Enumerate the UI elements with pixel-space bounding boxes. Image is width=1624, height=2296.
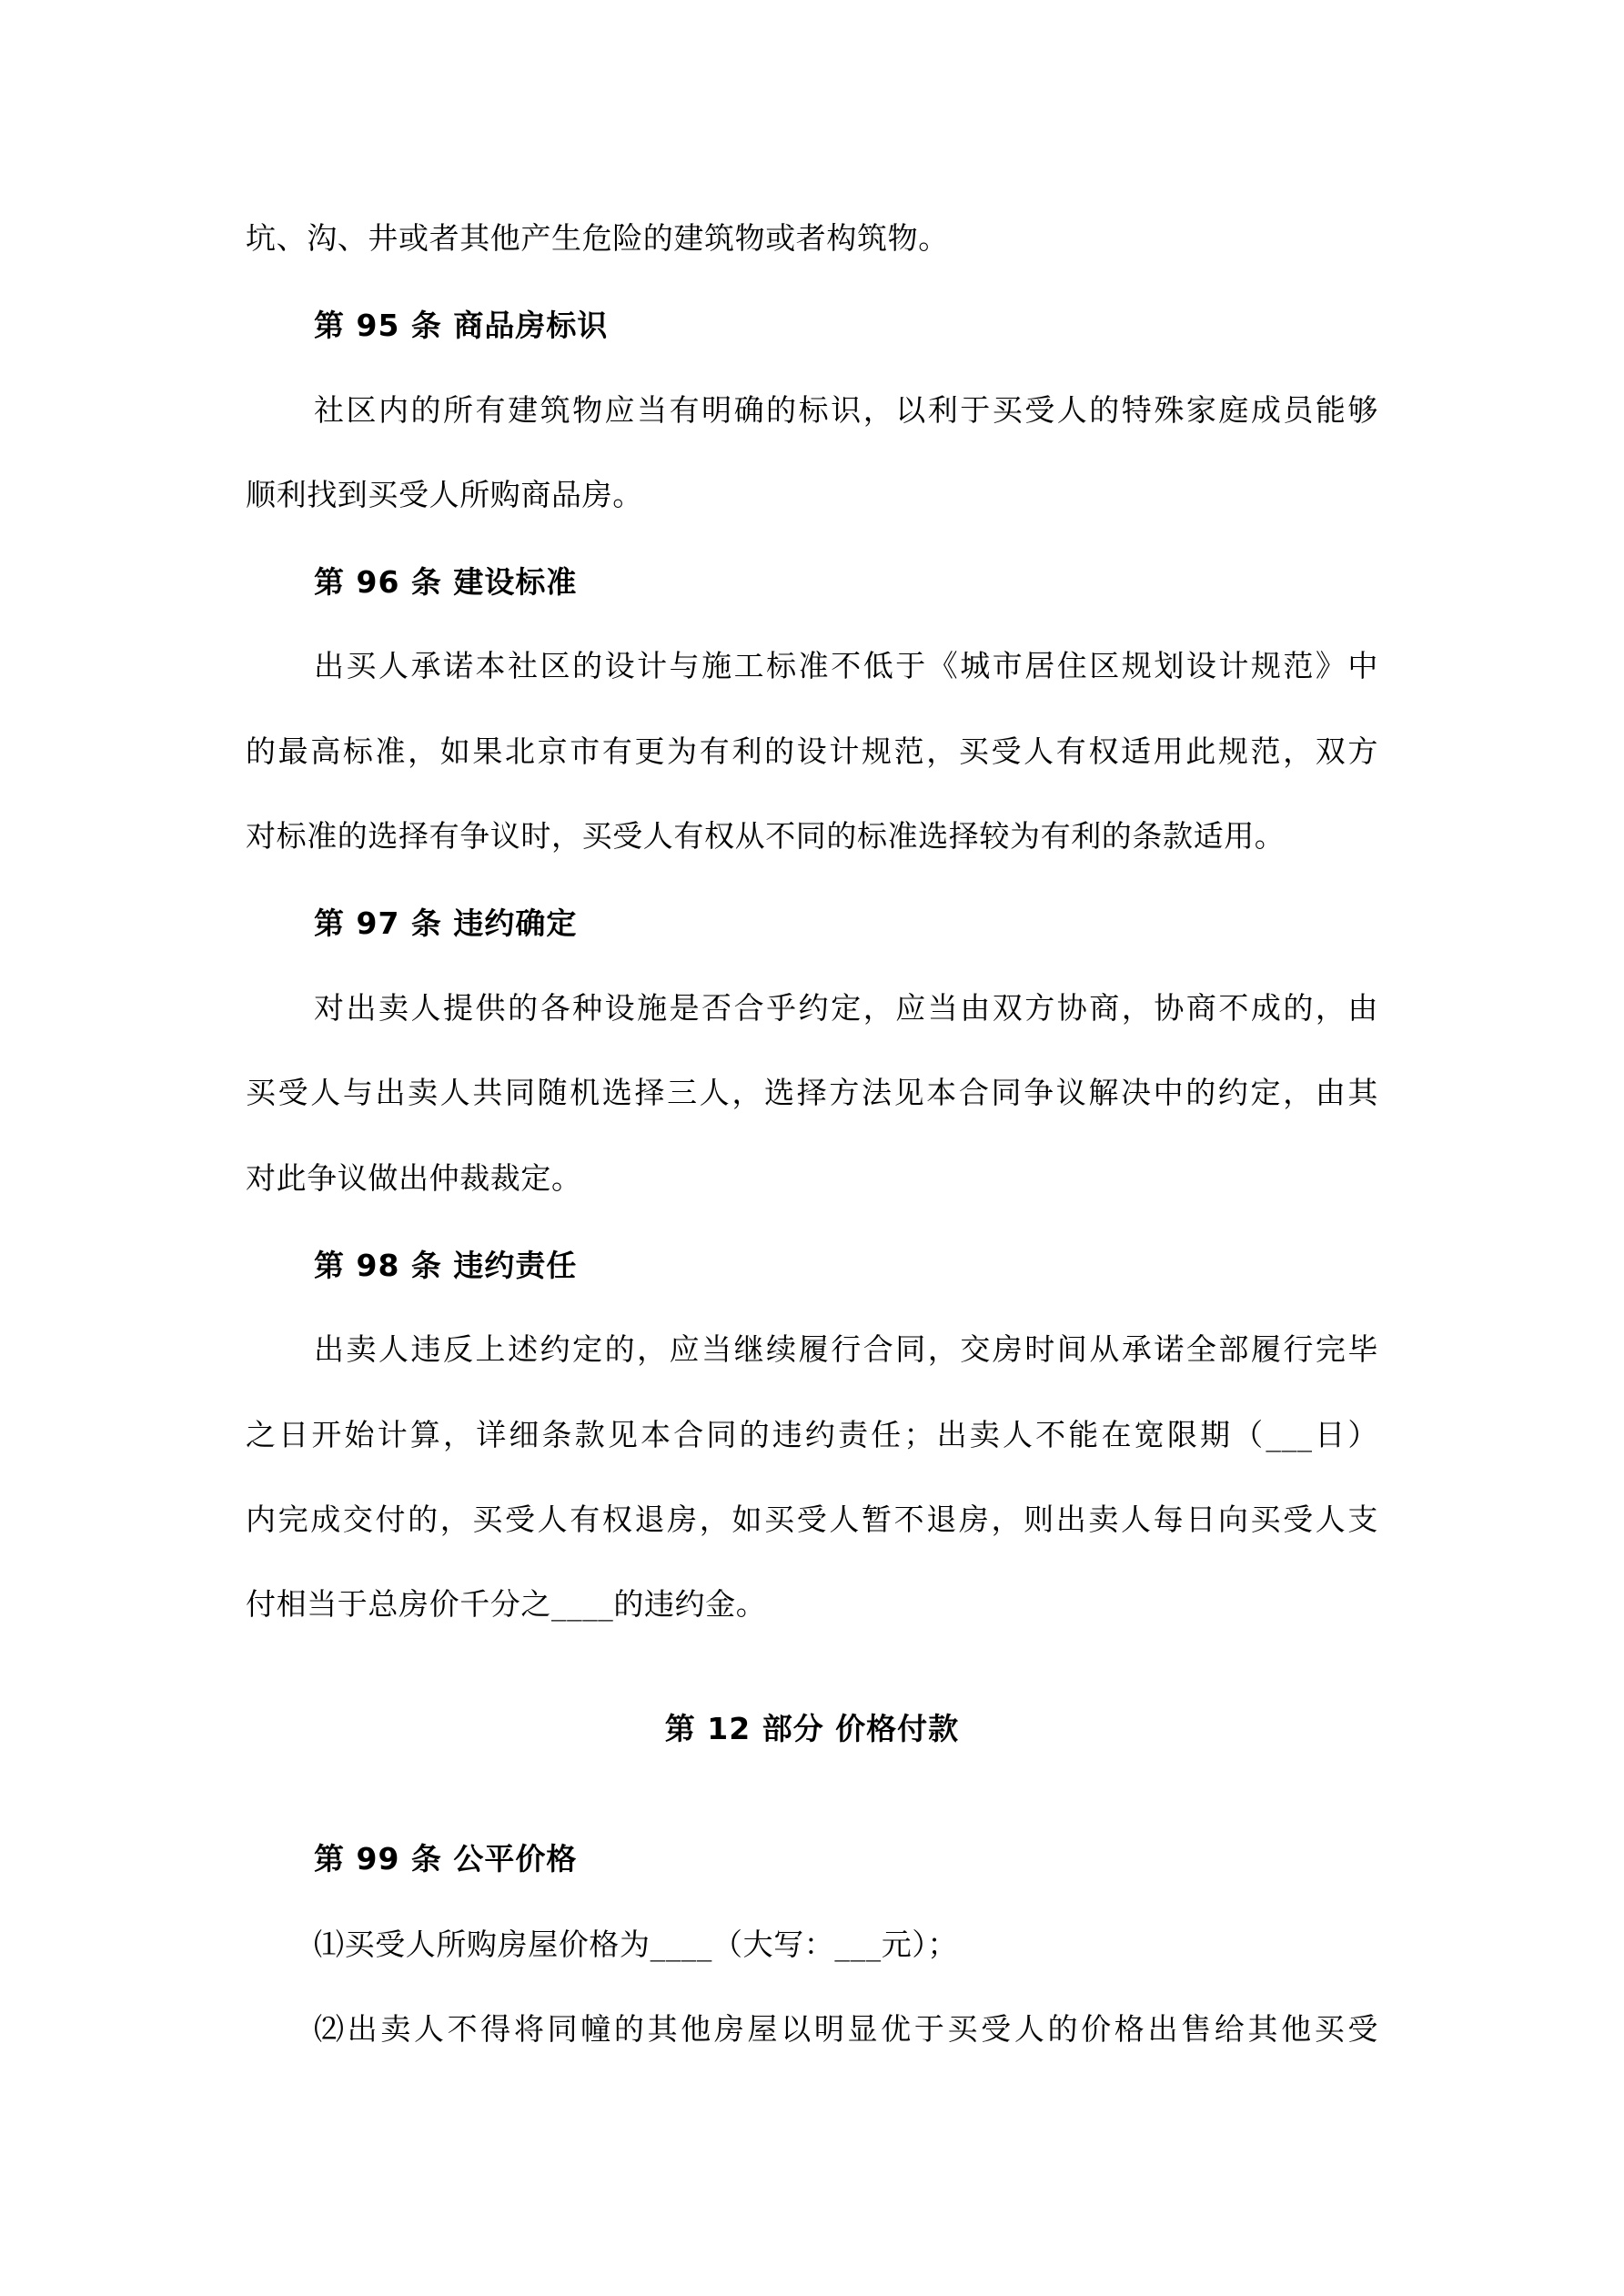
- article-97-title: 第 97 条 违约确定: [314, 905, 578, 941]
- article-95-line-1: 社区内的所有建筑物应当有明确的标识，以利于买受人的特殊家庭成员能够: [314, 392, 1378, 428]
- article-96-line-3: 对标准的选择有争议时，买受人有权从不同的标准选择较为有利的条款适用。: [246, 818, 1286, 854]
- continuation-text: 坑、沟、井或者其他产生危险的建筑物或者构筑物。: [246, 220, 949, 256]
- article-98-line-3: 内完成交付的，买受人有权退房，如买受人暂不退房，则出卖人每日向买受人支: [246, 1502, 1378, 1537]
- article-95-line-2: 顺利找到买受人所购商品房。: [246, 477, 643, 512]
- article-96-line-1: 出买人承诺本社区的设计与施工标准不低于《城市居住区规划设计规范》中: [314, 648, 1378, 683]
- article-97-line-1: 对出卖人提供的各种设施是否合乎约定，应当由双方协商，协商不成的，由: [314, 990, 1378, 1026]
- article-97-line-2: 买受人与出卖人共同随机选择三人，选择方法见本合同争议解决中的约定，由其: [246, 1075, 1378, 1110]
- article-96-title: 第 96 条 建设标准: [314, 564, 578, 600]
- article-97-line-3: 对此争议做出仲裁裁定。: [246, 1160, 582, 1196]
- article-99-item-1: ⑴买受人所购房屋价格为____（大写：___元）；: [314, 1927, 958, 1962]
- article-98-title: 第 98 条 违约责任: [314, 1248, 578, 1283]
- article-98-line-2: 之日开始计算，详细条款见本合同的违约责任；出卖人不能在宽限期（___日）: [246, 1417, 1378, 1452]
- article-98-line-4: 付相当于总房价千分之____的违约金。: [246, 1586, 767, 1622]
- article-99-item-2: ⑵出卖人不得将同幢的其他房屋以明显优于买受人的价格出售给其他买受: [314, 2011, 1378, 2047]
- article-99-title: 第 99 条 公平价格: [314, 1841, 578, 1876]
- article-96-line-2: 的最高标准，如果北京市有更为有利的设计规范，买受人有权适用此规范，双方: [246, 733, 1378, 769]
- article-98-line-1: 出卖人违反上述约定的，应当继续履行合同，交房时间从承诺全部履行完毕: [314, 1331, 1378, 1367]
- article-95-title: 第 95 条 商品房标识: [314, 308, 609, 343]
- part-12-heading: 第 12 部分 价格付款: [664, 1711, 960, 1746]
